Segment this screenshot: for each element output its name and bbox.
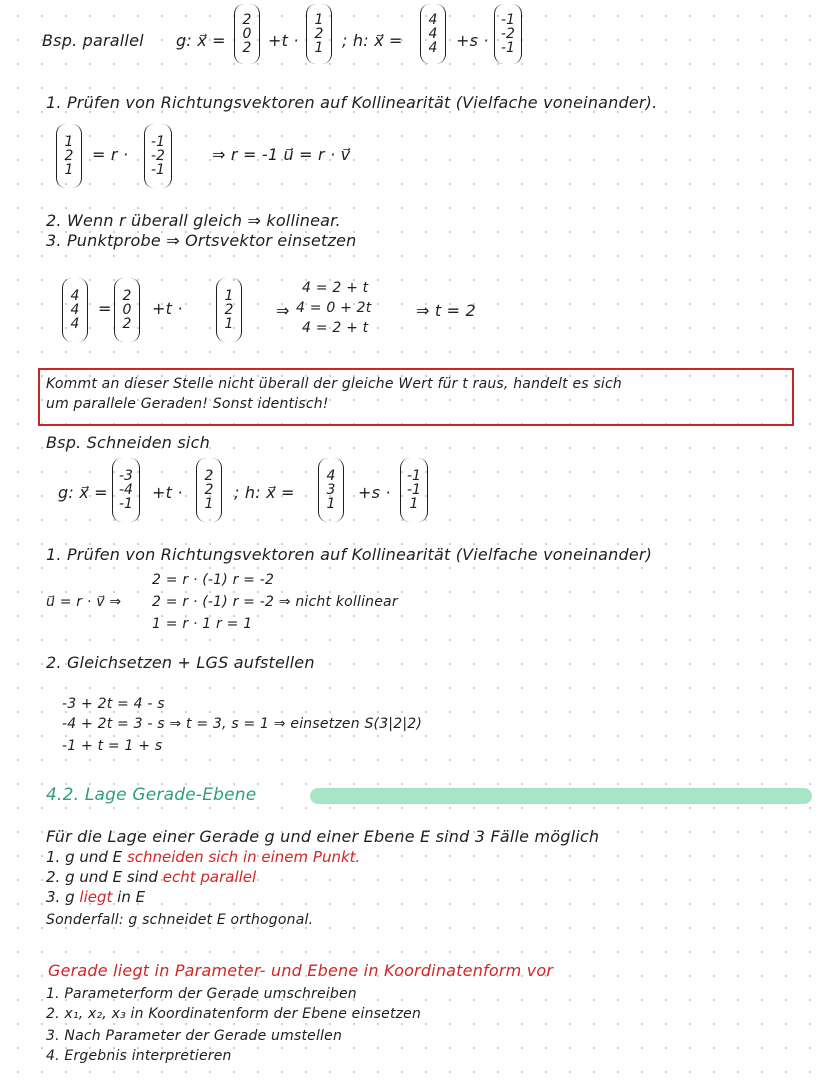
case-3-colored: liegt <box>79 888 113 906</box>
probe-line-3: 4 = 2 + t <box>302 320 369 336</box>
step-1-text: 1. Prüfen von Richtungsvektoren auf Kollinearität (Vielfache voneinander). <box>46 93 658 112</box>
probe-arrow: ⇒ <box>276 301 290 320</box>
kollinear2-line-2: 2 = r · (-1) r = -2 ⇒ nicht kollinear <box>152 594 398 610</box>
case-2-colored: echt parallel <box>162 868 257 886</box>
kollinear-result: ⇒ r = -1 u⃗ = r · v⃗ <box>212 145 351 164</box>
case-1-num: 1. <box>46 848 61 866</box>
step-3-text: 3. Punktprobe ⇒ Ortsvektor einsetzen <box>46 231 357 250</box>
case-3-tail: in E <box>117 888 146 906</box>
kollinear2-lead: u⃗ = r · v⃗ ⇒ <box>46 594 122 610</box>
s-multiplier: +s · <box>456 31 489 50</box>
section-title: 4.2. Lage Gerade-Ebene <box>46 785 257 805</box>
ex2-h-prefix: ; h: x⃗ = <box>234 483 295 502</box>
step-2b-text: 2. Gleichsetzen + LGS aufstellen <box>46 653 315 672</box>
t-multiplier: +t · <box>268 31 299 50</box>
kollinear-right-vector: -1 -2 -1 <box>144 124 172 188</box>
lgs-line-2: -4 + 2t = 3 - s ⇒ t = 3, s = 1 ⇒ einsetzen S(3|2|2) <box>62 716 423 732</box>
vector-g-direction: 1 2 1 <box>306 4 332 64</box>
lgs-line-3: -1 + t = 1 + s <box>62 738 163 754</box>
procedure-step-3: 3. Nach Parameter der Gerade umstellen <box>46 1028 343 1044</box>
probe-point-vector: 4 4 4 <box>62 278 88 342</box>
probe-line-1: 4 = 2 + t <box>302 280 369 296</box>
vector-h-direction: -1 -2 -1 <box>494 4 522 64</box>
kollinear-equals: = r · <box>92 145 129 164</box>
procedure-step-2: 2. x₁, x₂, x₃ in Koordinatenform der Ebene einsetzen <box>46 1006 422 1022</box>
special-case: Sonderfall: g schneidet E orthogonal. <box>46 912 314 928</box>
vector-h-support: 4 4 4 <box>420 4 446 64</box>
case-2-plain: g und E sind <box>65 868 158 886</box>
note-line-1: Kommt an dieser Stelle nicht überall der gleiche Wert für t raus, handelt es sich <box>46 376 622 392</box>
step-1b-text: 1. Prüfen von Richtungsvektoren auf Kollinearität (Vielfache voneinander) <box>46 545 653 564</box>
ex2-s-multiplier: +s · <box>358 483 391 502</box>
case-1 <box>46 848 360 866</box>
kollinear2-line-3: 1 = r · 1 r = 1 <box>152 616 253 632</box>
probe-direction-vector: 1 2 1 <box>216 278 242 342</box>
ex2-g-direction-vector: 2 2 1 <box>196 458 222 522</box>
ex2-g-prefix: g: x⃗ = <box>58 483 108 502</box>
case-3 <box>46 888 145 906</box>
note-line-2: um parallele Geraden! Sonst identisch! <box>46 396 329 412</box>
case-3-plain: g <box>65 888 75 906</box>
line-h-prefix: ; h: x⃗ = <box>342 31 403 50</box>
example-intersect-label: Bsp. Schneiden sich <box>46 433 210 452</box>
step-2-text: 2. Wenn r überall gleich ⇒ kollinear. <box>46 211 341 230</box>
kollinear2-line-1: 2 = r · (-1) r = -2 <box>152 572 275 588</box>
ex2-h-direction-vector: -1 -1 1 <box>400 458 428 522</box>
kollinear-left-vector: 1 2 1 <box>56 124 82 188</box>
example-parallel-label: Bsp. parallel <box>42 31 144 50</box>
vector-g-support: 2 0 2 <box>234 4 260 64</box>
case-1-plain: g und E <box>65 848 123 866</box>
note-box <box>38 368 794 426</box>
case-2 <box>46 868 256 886</box>
probe-t-multiplier: +t · <box>152 299 183 318</box>
ex2-g-support-vector: -3 -4 -1 <box>112 458 140 522</box>
line-g-prefix: g: x⃗ = <box>176 31 226 50</box>
procedure-step-4: 4. Ergebnis interpretieren <box>46 1048 232 1064</box>
case-1-colored: schneiden sich in einem Punkt. <box>126 848 361 866</box>
probe-support-vector: 2 0 2 <box>114 278 140 342</box>
procedure-step-1: 1. Parameterform der Gerade umschreiben <box>46 986 357 1002</box>
probe-line-2: 4 = 0 + 2t <box>296 300 372 316</box>
case-2-num: 2. <box>46 868 61 886</box>
ex2-t-multiplier: +t · <box>152 483 183 502</box>
lgs-line-1: -3 + 2t = 4 - s <box>62 696 165 712</box>
intro-text: Für die Lage einer Gerade g und einer Ebene E sind 3 Fälle möglich <box>46 827 600 846</box>
probe-result: ⇒ t = 2 <box>416 301 476 320</box>
procedure-title: Gerade liegt in Parameter- und Ebene in Koordinatenform vor <box>48 961 554 980</box>
section-highlight <box>310 788 812 804</box>
ex2-h-support-vector: 4 3 1 <box>318 458 344 522</box>
probe-equals: = <box>98 299 112 318</box>
case-3-num: 3. <box>46 888 61 906</box>
